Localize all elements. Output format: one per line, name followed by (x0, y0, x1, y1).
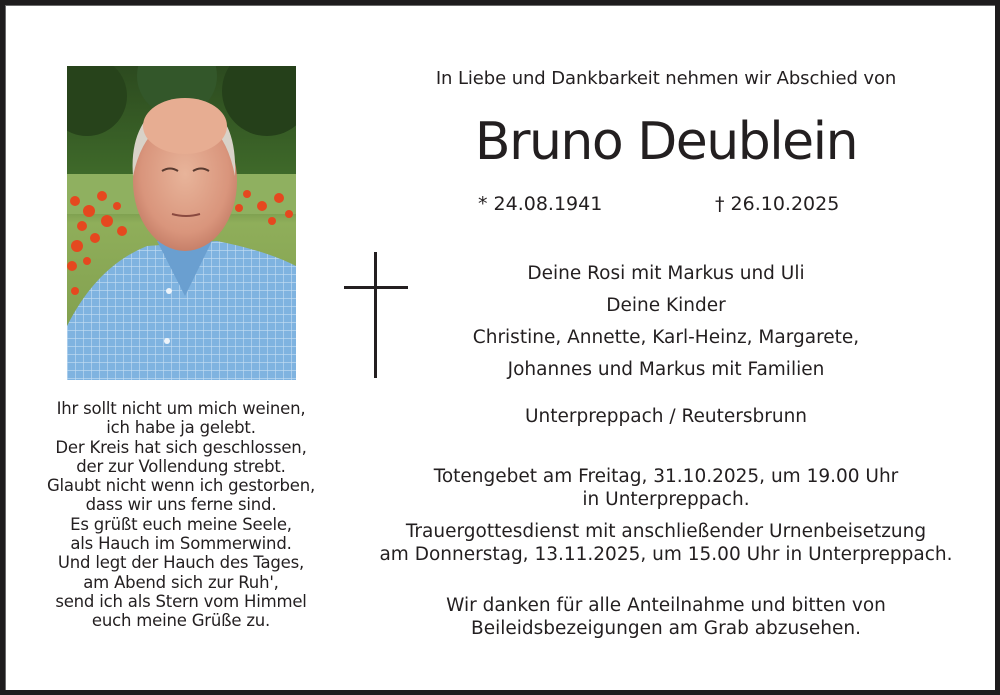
event-line: in Unterpreppach. (582, 489, 750, 510)
thanks-line: Beileidsbezeigungen am Grab abzusehen. (471, 618, 861, 639)
poem-line: Glaubt nicht wenn ich gestorben, (46, 476, 316, 496)
mourner-line: Johannes und Markus mit Familien (507, 359, 825, 380)
thanks-line: Wir danken für alle Anteilnahme und bitten von (446, 595, 886, 616)
poem-line: der zur Vollendung strebt. (76, 456, 286, 476)
event-line: am Donnerstag, 13.11.2025, um 15.00 Uhr in Unterpreppach. (379, 544, 953, 565)
deceased-name: Bruno Deublein (474, 112, 858, 172)
poem-line: dass wir uns ferne sind. (85, 495, 277, 515)
poem-line: ich habe ja gelebt. (106, 418, 256, 438)
poem-line: Ihr sollt nicht um mich weinen, (56, 399, 306, 418)
mourner-line: Christine, Annette, Karl-Heinz, Margarete, (472, 327, 860, 348)
poem-line: am Abend sich zur Ruh', (83, 572, 279, 592)
memorial-poem (16, 399, 346, 631)
poem-line: send ich als Stern vom Himmel (55, 591, 307, 611)
poem-line: Es grüßt euch meine Seele, (70, 514, 292, 534)
places: Unterpreppach / Reutersbrunn (524, 406, 808, 427)
birth-date: * 24.08.1941 (478, 193, 603, 215)
obituary-card (5, 5, 995, 690)
death-date: † 26.10.2025 (715, 193, 840, 215)
poem-line: als Hauch im Sommerwind. (70, 534, 292, 554)
portrait-photo (67, 66, 296, 380)
event-prayer (346, 465, 986, 511)
event-funeral (346, 520, 986, 566)
portrait-image (67, 66, 296, 380)
mourner-line: Deine Kinder (606, 295, 726, 316)
event-line: Totengebet am Freitag, 31.10.2025, um 19.00 Uhr (433, 466, 899, 487)
poem-line: Der Kreis hat sich geschlossen, (55, 437, 307, 457)
event-line: Trauergottesdienst mit anschließender Urnenbeisetzung (405, 521, 927, 542)
service-events (346, 465, 986, 575)
thanks-note (346, 594, 986, 640)
mourners-list (346, 258, 986, 386)
poem-line: euch meine Grüße zu. (91, 611, 271, 631)
poem-line: Und legt der Hauch des Tages, (57, 553, 305, 573)
intro-line: In Liebe und Dankbarkeit nehmen wir Abschied von (435, 68, 897, 89)
mourner-line: Deine Rosi mit Markus und Uli (527, 263, 805, 284)
